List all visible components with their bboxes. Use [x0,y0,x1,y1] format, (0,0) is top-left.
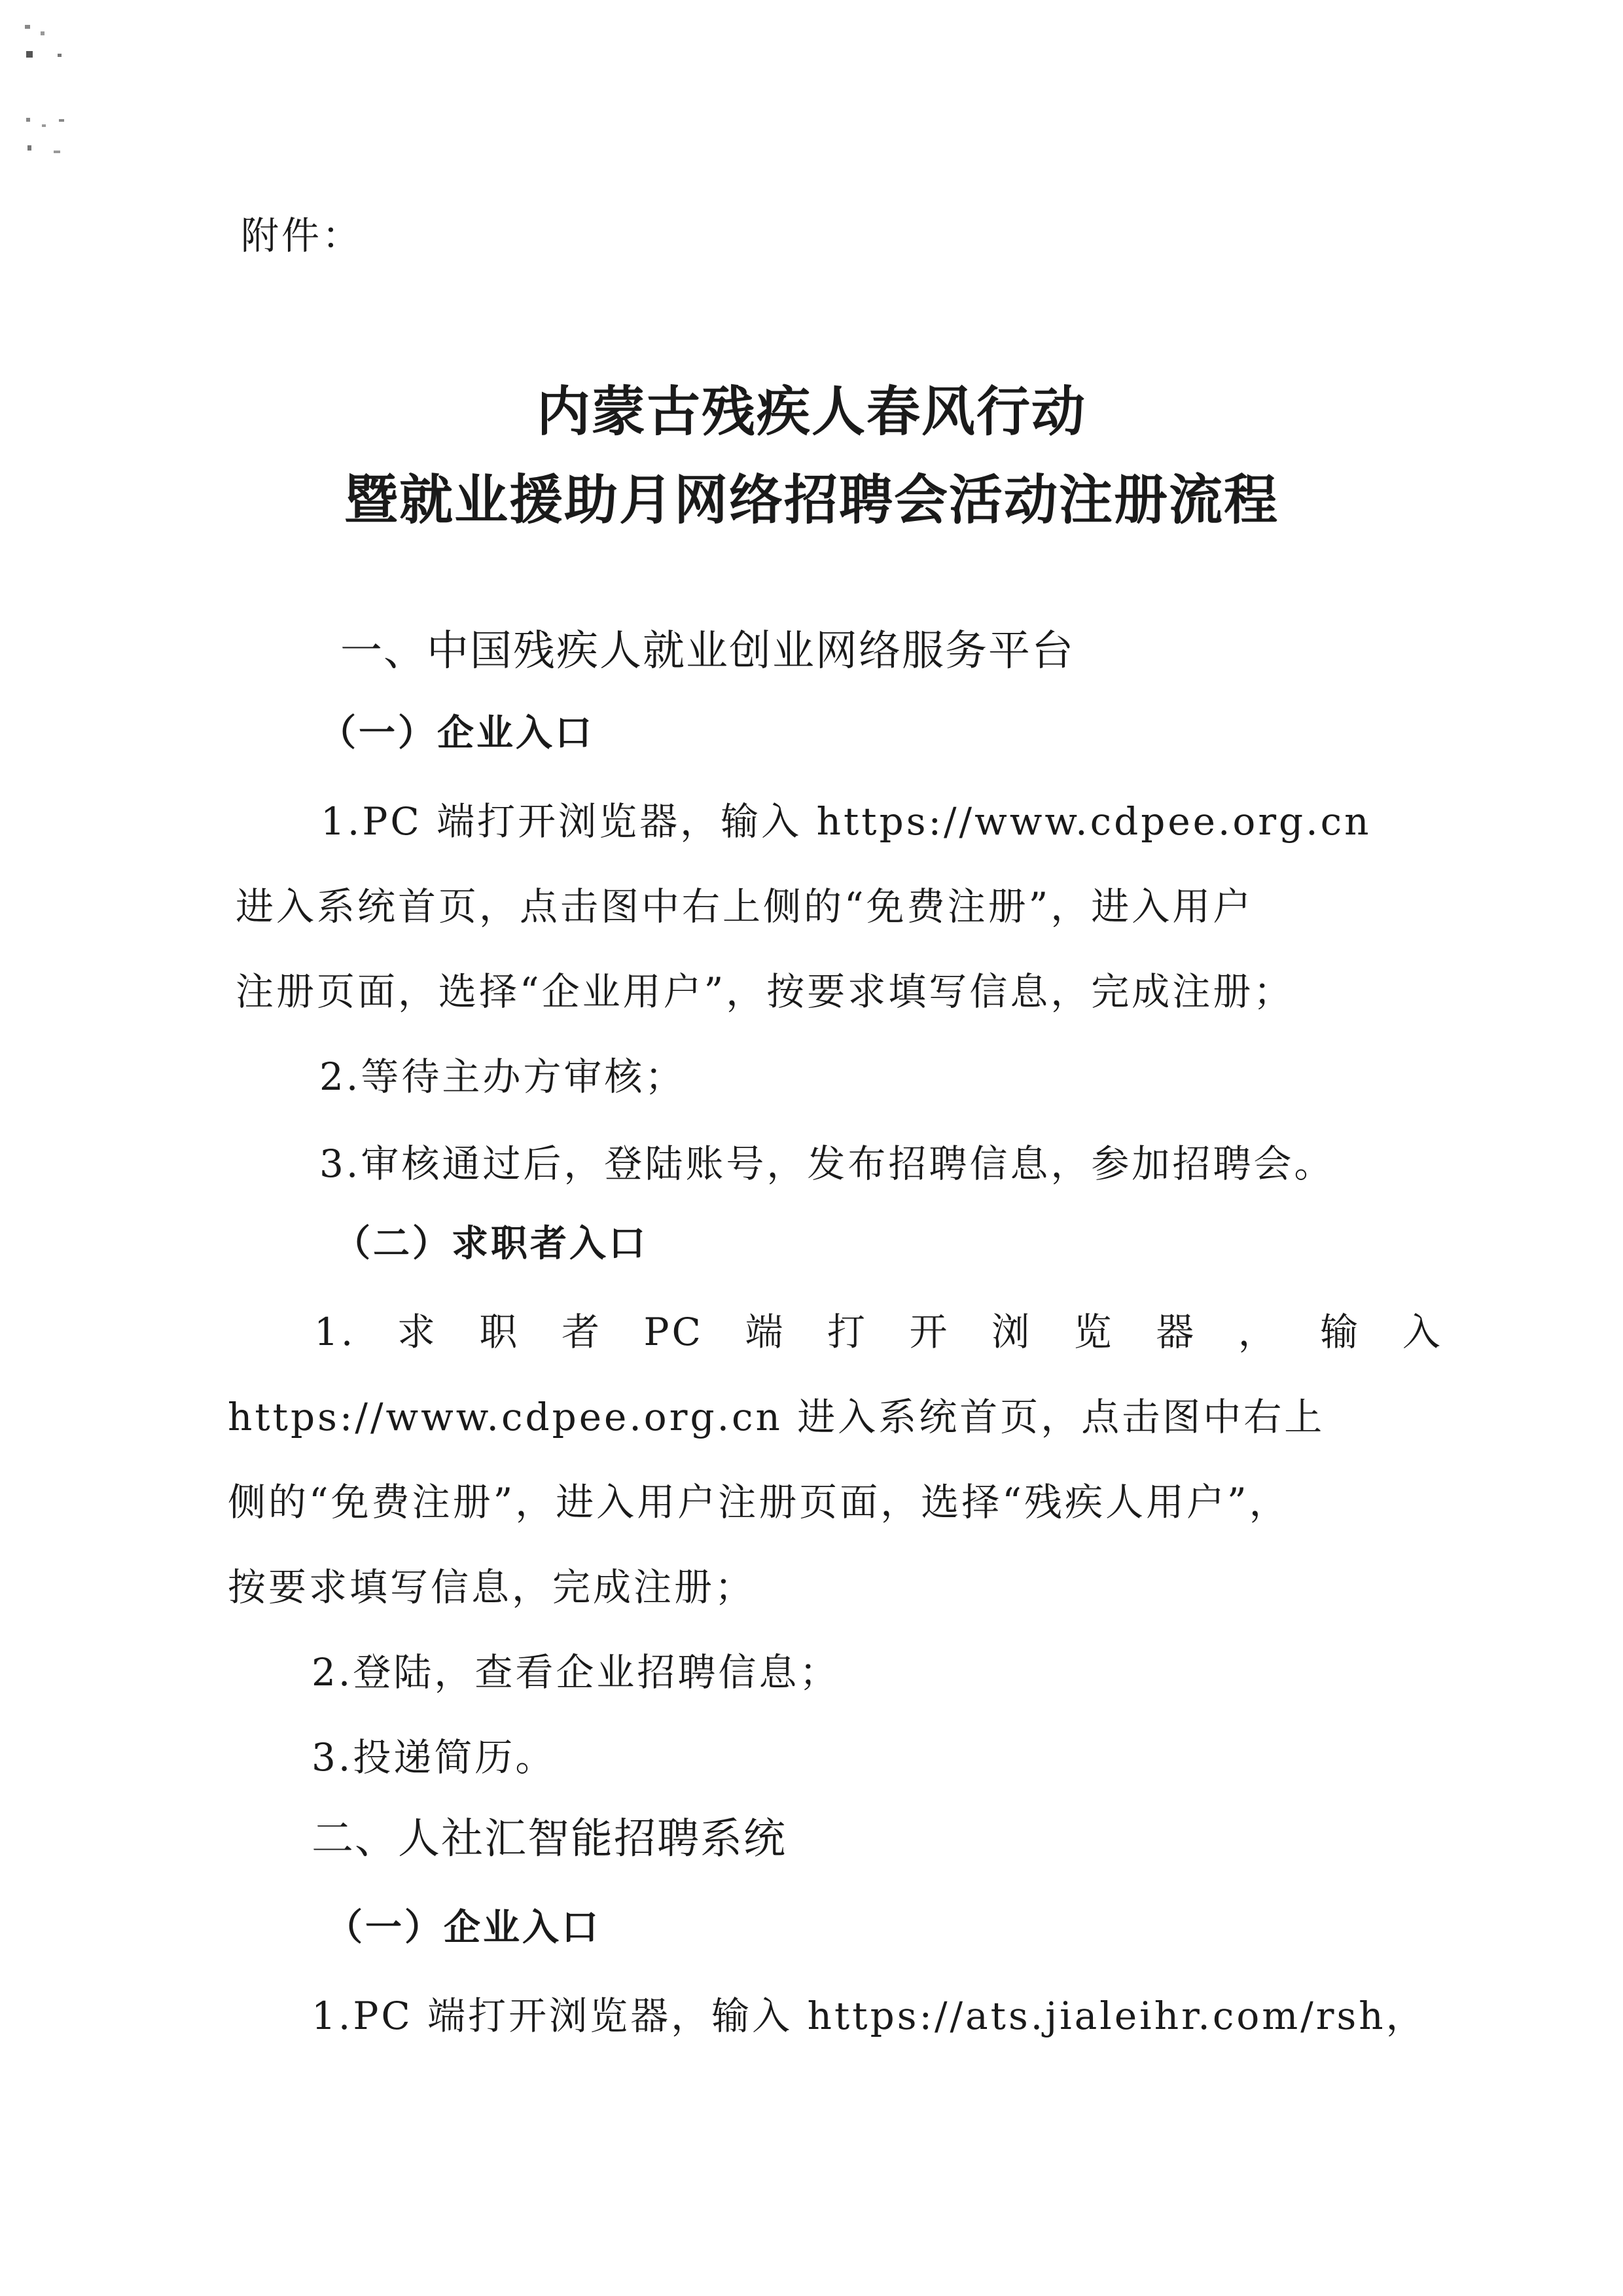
justified-word: ， [1238,1310,1279,1354]
justified-word: 入 [1402,1310,1443,1354]
section-1-jobseeker-step1-line2: https://www.cdpee.org.cn 进入系统首页，点击图中右上 [228,1395,1325,1439]
document-title-line-2: 暨就业援助月网络招聘会活动注册流程 [344,469,1279,531]
justified-word: 器 [1156,1310,1197,1354]
justified-word: 浏 [991,1310,1033,1354]
section-1-enterprise-heading: （一）企业入口 [319,711,594,755]
section-2-enterprise-step1-line1: 1.PC 端打开浏览器，输入 https://ats.jialeihr.com/rsh， [312,1994,1427,2038]
section-1-heading: 一、中国残疾人就业创业网络服务平台 [340,627,1075,675]
justified-word: 端 [745,1310,786,1354]
justified-word: 输 [1320,1310,1361,1354]
section-1-enterprise-step1-line1: 1.PC 端打开浏览器，输入 https://www.cdpee.org.cn [321,799,1372,844]
justified-word: 职 [479,1310,520,1354]
justified-word: 览 [1073,1310,1115,1354]
scan-noise-marks [20,20,92,164]
document-title-line-1: 内蒙古残疾人春风行动 [536,381,1086,443]
section-1-jobseeker-step1-line1 [314,1306,1443,1358]
justified-word: 求 [397,1310,438,1354]
justified-word: 开 [909,1310,950,1354]
attachment-label: 附件： [241,213,363,258]
section-1-jobseeker-step3: 3.投递简历。 [312,1735,556,1780]
section-1-jobseeker-heading: （二）求职者入口 [334,1222,648,1265]
section-1-enterprise-step1-line2: 进入系统首页，点击图中右上侧的“免费注册”，进入用户 [236,884,1254,929]
section-2-enterprise-heading: （一）企业入口 [326,1906,601,1949]
justified-word: PC [643,1310,704,1354]
section-1-enterprise-step2: 2.等待主办方审核； [319,1054,686,1099]
section-1-enterprise-step3: 3.审核通过后，登陆账号，发布招聘信息，参加招聘会。 [319,1141,1335,1186]
justified-word: 者 [561,1310,602,1354]
section-1-jobseeker-step1-line3: 侧的“免费注册”，进入用户注册页面，选择“残疾人用户”， [228,1480,1290,1524]
justified-word: 打 [827,1310,868,1354]
section-1-jobseeker-step2: 2.登陆，查看企业招聘信息； [312,1650,840,1695]
justified-word: 1. [314,1310,356,1354]
section-2-heading: 二、人社汇智能招聘系统 [312,1815,787,1863]
section-1-enterprise-step1-line3: 注册页面，选择“企业用户”，按要求填写信息，完成注册； [236,969,1294,1014]
section-1-jobseeker-step1-line4: 按要求填写信息，完成注册； [228,1565,756,1609]
